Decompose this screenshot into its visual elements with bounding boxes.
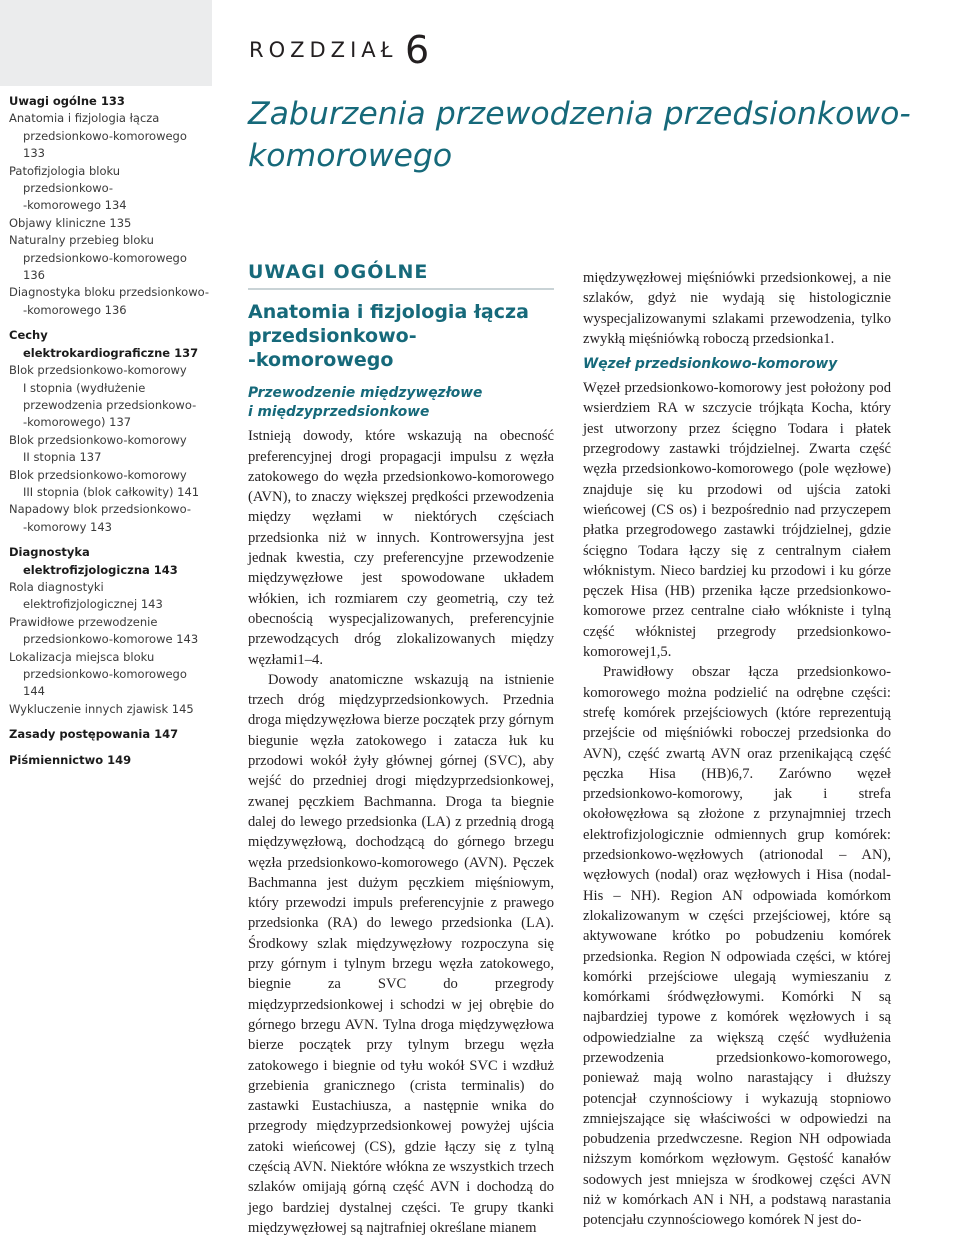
text-column-2	[583, 268, 891, 1231]
toc-entry: Diagnostyka bloku przedsionkowo- -komorowego 136	[9, 285, 210, 317]
chapter-sidebar	[0, 0, 212, 1186]
subsubheading: Przewodzenie międzywęzłowe i międzyprzedsionkowe	[248, 385, 483, 421]
toc-section-heading: Uwagi ogólne 133	[9, 94, 125, 108]
toc-entry: Objawy kliniczne 135	[9, 215, 132, 230]
toc-section-heading: Diagnostyka elektrofizjologiczna 143	[9, 545, 178, 577]
toc-entry: Napadowy blok przedsionkowo- -komorowy 143	[9, 502, 192, 534]
chapter-label: ROZDZIAŁ	[249, 38, 398, 62]
toc-entry: Naturalny przebieg bloku przedsionkowo-komorowego 136	[9, 233, 187, 283]
toc-entry: Blok przedsionkowo-komorowy II stopnia 137	[9, 432, 187, 465]
toc-section-heading: Cechy elektrokardiograficzne 137	[9, 328, 199, 360]
toc-entry: Rola diagnostyki elektrofizjologicznej 143	[9, 579, 163, 612]
text-column-1	[248, 262, 554, 1238]
paragraph: Dowody anatomiczne wskazują na istnienie trzech dróg międzyprzedsionkowych. Przednia droga międzywęzłowa bierze początek przy górnym biegunie węzła zatokowego i zatacza łuk ku przodowi wokół żyły głównej górnej (SVC), aby wejść do przedniej drogi międzyprzedsionkowej, zwanej pęczkiem Bachmanna. Droga ta biegnie dalej do lewego przedsionka (LA) z przednią drogą międzywęzłową, dochodzącą do górnego brzegu węzła przedsionkowo-komorowego (AVN). Pęczek Bachmanna jest dużym pęczkiem mięśniowym, który przewodzi impuls preferencyjnie z prawego przedsionka (RA) do lewego przedsionka (LA). Środkowy szlak międzywęzłowy rozpoczyna się przy górnym i tylnym brzegu węzła zatokowego, biegnie za SVC do przegrody międzyprzedsionkowej i schodzi w jej obrębie do górnego brzegu AVN. Tylna droga międzywęzłowa bierze początek przy tylnym brzegu węzła zatokowego i biegnie od tyłu wokół SVC i wzdłuż grzebienia granicznego (crista terminalis) do zastawki Eustachiusza, a następnie wnika do przegrody międzyprzedsionkowej powyżej ujścia zatoki wieńcowej (CS), gdzie łączy się z tylną częścią AVN. Niektóre włókna ze wszystkich trzech szlaków omijają górną część AVN i dochodzą do jego bardziej dystalnej części. Te grupy tkanki międzywęzłowej są najtrafniej określane mianem	[248, 671, 554, 1236]
toc-entry: Blok przedsionkowo-komorowy I stopnia (wydłużenie przewodzenia przedsionkowo- -komorowego) 137	[9, 363, 197, 430]
chapter-number: 6	[405, 28, 430, 72]
chapter-title: Zaburzenia przewodzenia przedsionkowo-komorowego	[248, 96, 911, 174]
paragraph: Węzeł przedsionkowo-komorowy jest położony pod wsierdziem RA w szczycie trójkąta Kocha, który jest utworzony przez ścięgno Todara i płatek przegrodowy zastawki trójdzielnej. Zwarta część węzła przedsionkowo-komorowego (pole węzłowe) znajduje się ku przodowi od ujścia zatoki wieńcowej (CS os) i bezpośrednio nad przyczepem płatka przegrodowego zastawki trójdzielnej, gdzie ścięgno Todara łączy się z centralnym ciałem włóknistym. Nieco bardziej ku przodowi i ku górze pęczek Hisa (HB) przenika łącze przedsionkowo-komorowe przez centralne ciało włókniste i tylną część włóknistej przegrody przedsionkowo-komorowej1,5.	[583, 380, 891, 661]
toc-entry: Patofizjologia bloku przedsionkowo- -komorowego 134	[9, 163, 127, 213]
paragraph: Prawidłowy obszar łącza przedsionkowo-komorowego można podzielić na odrębne części: strefę komórek przejściowych (które reprezentują przejście od mięśniówki roboczej przedsionka do AVN), część zwartą AVN oraz przenikającą część pęczka Hisa (HB)6,7. Zarówno węzeł przedsionkowo-komorowy, jak i strefa okołowęzłowa są złożone z przynajmniej trzech elektrofizjologicznie odmiennych grup komórek: przedsionkowo-węzłowych (atrionodal – AN), węzłowych (nodal) oraz węzłowych i Hisa (nodal-His – NH). Region AN odpowiada komórkom zlokalizowanym w części przejściowej, które są aktywowane krótko po pobudzeniu komórek przedsionka. Region N odpowiada części, w której komórki przejściowe ulegają wymieszaniu z komórkami śródwęzłowymi. Komórki N są najbardziej typowe z komórek węzłowych i są odpowiedzialne za większą część wydłużenia przewodzenia przedsionkowo-komorowego, ponieważ mają wolno narastający i dłuższy potencjał czynnościowy i wykazują stopniowo zmniejszające się właściwości w odpowiedzi na pobudzenia przedwczesne. Region NH odpowiada niższym komórkom węzłowym. Gęstość kanałów sodowych jest mniejsza w środkowej części AVN niż w komórkach AN i NH, a podstawą narastania potencjału czynnościowego komórek N jest do-	[583, 664, 891, 1229]
subheading: Anatomia i fizjologia łącza przedsionkowo- -komorowego	[248, 301, 529, 372]
section-rule	[248, 288, 554, 290]
sidebar-header-band	[0, 0, 212, 86]
toc-entry: Prawidłowe przewodzenie przedsionkowo-komorowe 143	[9, 614, 199, 647]
toc-entry: Wykluczenie innych zjawisk 145	[9, 701, 194, 716]
table-of-contents	[9, 93, 209, 769]
toc-section-heading: Zasady postępowania 147	[9, 727, 179, 742]
paragraph: Istnieją dowody, które wskazują na obecność preferencyjnej drogi propagacji impulsu z węzła zatokowego do węzła przedsionkowo-komorowego (AVN), to znaczy większej prędkości przewodzenia między węzłami w niektórych częściach przedsionka niż w innych. Kontrowersyjna jest jednak kwestia, czy preferencyjne przewodzenie międzywęzłowe jest spowodowane układem włókien, ich rozmiarem czy geometrią, czy też obecnością wyspecjalizowanych, preferencyjnie przewodzących dróg zlokalizowanych między węzłami1–4.	[248, 428, 554, 668]
paragraph: międzywęzłowej mięśniówki przedsionkowej, a nie szlaków, gdyż nie wydają się histologicznie wyspecjalizowanymi szlakami przewodzenia, tylko zwykłą mięśniówką roboczą przedsionka1.	[583, 270, 891, 347]
toc-entry: Lokalizacja miejsca bloku przedsionkowo-komorowego 144	[9, 649, 187, 699]
toc-section-heading: Piśmiennictwo 149	[9, 752, 132, 767]
subsubheading: Węzeł przedsionkowo-komorowy	[583, 356, 838, 373]
toc-entry: Blok przedsionkowo-komorowy III stopnia (blok całkowity) 141	[9, 467, 200, 499]
toc-entry: Anatomia i fizjologia łącza przedsionkowo-komorowego 133	[9, 111, 187, 161]
section-heading: UWAGI OGÓLNE	[248, 261, 429, 283]
